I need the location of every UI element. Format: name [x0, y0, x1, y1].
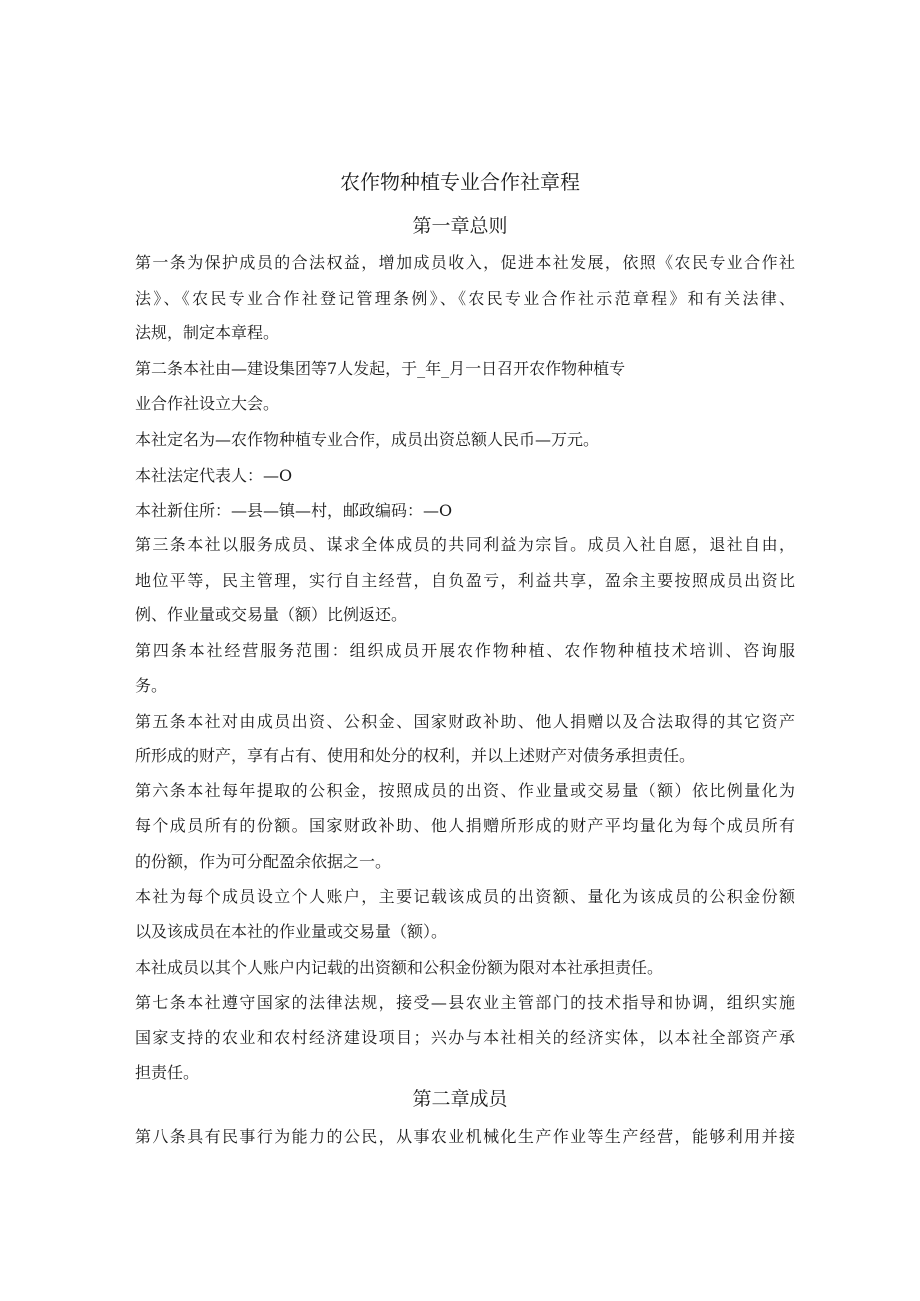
chapter-heading-1: 第一章总则 [412, 215, 508, 237]
text-line: 第一条为保护成员的合法权益，增加成员收入，促进本社发展，依照《农民专业合作社 [135, 253, 795, 272]
text-line: 第六条本社每年提取的公积金，按照成员的出资、作业量或交易量（额）依比例量化为 [135, 781, 795, 800]
text-line: 法》、《农民专业合作社登记管理条例》、《农民专业合作社示范章程》和有关法律、 [135, 289, 795, 308]
text-line: 第八条具有民事行为能力的公民，从事农业机械化生产作业等生产经营，能够利用并接 [135, 1127, 795, 1146]
text-line: 国家支持的农业和农村经济建设项目；兴办与本社相关的经济实体，以本社全部资产承 [135, 1028, 795, 1047]
document-title: 农作物种植专业合作社章程 [340, 170, 580, 194]
text-line: 第四条本社经营服务范围：组织成员开展农作物种植、农作物种植技术培训、咨询服 [135, 641, 795, 660]
text-line: 本社新住所：—县—镇—村，邮政编码：—O [135, 501, 453, 520]
text-line: 本社定名为—农作物种植专业合作，成员出资总额人民币—万元。 [135, 430, 600, 449]
text-line: 第三条本社以服务成员、谋求全体成员的共同利益为宗旨。成员入社自愿，退社自由， [135, 535, 795, 554]
text-line: 地位平等，民主管理，实行自主经营，自负盈亏，利益共享，盈余主要按照成员出资比 [135, 571, 795, 590]
text-line: 所形成的财产，享有占有、使用和处分的权利，并以上述财产对债务承担责任。 [135, 746, 696, 765]
text-line: 担责任。 [135, 1063, 200, 1082]
text-line: 以及该成员在本社的作业量或交易量（额）。 [135, 922, 448, 941]
chapter-heading-2: 第二章成员 [412, 1088, 508, 1110]
text-line: 法规，制定本章程。 [135, 323, 280, 342]
text-line: 业合作社设立大会。 [135, 394, 280, 413]
text-line: 的份额，作为可分配盈余依据之一。 [135, 852, 392, 871]
text-line: 本社成员以其个人账户内记载的出资额和公积金份额为限对本社承担责任。 [135, 958, 664, 977]
text-line: 第二条本社由—建设集团等7人发起，于_年_月一日召开农作物种植专 [135, 359, 626, 378]
text-line: 第七条本社遵守国家的法律法规，接受—县农业主管部门的技术指导和协调，组织实施 [135, 993, 795, 1012]
text-line: 例、作业量或交易量（额）比例返还。 [135, 605, 408, 624]
text-line: 第五条本社对由成员出资、公积金、国家财政补助、他人捐赠以及合法取得的其它资产 [135, 712, 795, 731]
text-line: 每个成员所有的份额。国家财政补助、他人捐赠所形成的财产平均量化为每个成员所有 [135, 816, 795, 835]
text-line: 本社法定代表人：—O [135, 466, 293, 485]
text-line: 本社为每个成员设立个人账户，主要记载该成员的出资额、量化为该成员的公积金份额 [135, 887, 795, 906]
text-line: 务。 [135, 676, 168, 695]
